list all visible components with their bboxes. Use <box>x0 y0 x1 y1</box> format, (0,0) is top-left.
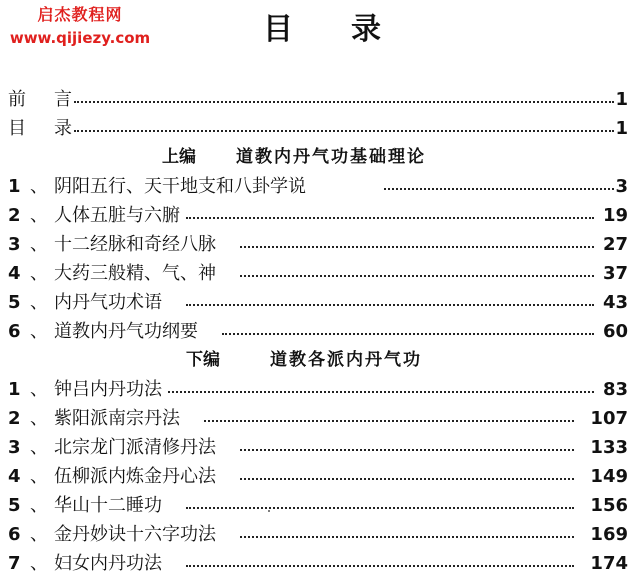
dot-leader <box>240 478 574 480</box>
section-volume-label: 上编 <box>162 147 196 167</box>
toc-entry-separator: 、 <box>30 321 48 342</box>
toc-entry-separator: 、 <box>30 466 48 487</box>
toc-entry[interactable] <box>0 375 644 404</box>
toc-entry-separator: 、 <box>30 205 48 226</box>
toc-entry-number: 1 <box>8 176 21 197</box>
toc-entry-title: 十二经脉和奇经八脉 <box>54 234 216 255</box>
toc-entry[interactable] <box>0 549 644 578</box>
toc-entry-title: 妇女内丹功法 <box>54 553 162 574</box>
section-heading-part2 <box>0 346 644 375</box>
toc-entry-page: 3 <box>615 176 628 197</box>
dot-leader <box>168 391 594 393</box>
toc-entry-page: 156 <box>590 495 628 516</box>
section-volume-label: 下编 <box>186 350 220 370</box>
toc-entry-page: 43 <box>602 292 628 313</box>
dot-leader <box>186 565 574 567</box>
toc-entry-title: 人体五脏与六腑 <box>54 205 180 226</box>
toc-entry-title: 阴阳五行、天干地支和八卦学说 <box>54 176 306 197</box>
section-volume-title: 道教各派内丹气功 <box>270 350 422 370</box>
toc-entry-page: 1 <box>615 89 628 110</box>
toc-entry-separator: 、 <box>30 437 48 458</box>
toc-entry-separator: 、 <box>30 263 48 284</box>
toc-entry-title: 道教内丹气功纲要 <box>54 321 198 342</box>
toc-entry[interactable] <box>0 433 644 462</box>
toc-entry-page: 83 <box>602 379 628 400</box>
toc-entry-number: 5 <box>8 495 21 516</box>
toc-entry[interactable] <box>0 172 644 201</box>
toc-entry-separator: 、 <box>30 408 48 429</box>
toc-entry-page: 37 <box>602 263 628 284</box>
toc-entry-title: 北宗龙门派清修丹法 <box>54 437 216 458</box>
toc-entry-number: 6 <box>8 524 21 545</box>
toc-entry-page: 133 <box>590 437 628 458</box>
toc-entry-title: 钟吕内丹功法 <box>54 379 162 400</box>
toc-entry-number: 5 <box>8 292 21 313</box>
section-volume-title: 道教内丹气功基础理论 <box>236 147 426 167</box>
toc-entry-separator: 、 <box>30 379 48 400</box>
dot-leader <box>240 246 594 248</box>
toc-entry-page: 1 <box>615 118 628 139</box>
scan-speck <box>268 510 270 512</box>
toc-entry-page: 169 <box>590 524 628 545</box>
toc-entry-page: 149 <box>590 466 628 487</box>
toc-entry[interactable] <box>0 288 644 317</box>
toc-entry-page: 60 <box>602 321 628 342</box>
table-of-contents <box>0 85 644 578</box>
toc-entry[interactable] <box>0 520 644 549</box>
toc-entry-page: 19 <box>602 205 628 226</box>
toc-entry-title: 华山十二睡功 <box>54 495 162 516</box>
dot-leader <box>74 130 614 132</box>
watermark-site-name: 启杰教程网 <box>37 5 123 24</box>
dot-leader <box>240 275 594 277</box>
toc-entry[interactable] <box>0 491 644 520</box>
dot-leader <box>384 188 614 190</box>
toc-entry-separator: 、 <box>30 495 48 516</box>
toc-entry[interactable] <box>0 230 644 259</box>
toc-entry-number: 3 <box>8 437 21 458</box>
toc-entry-contents[interactable] <box>0 114 644 143</box>
toc-entry[interactable] <box>0 462 644 491</box>
dot-leader <box>186 507 574 509</box>
dot-leader <box>240 449 574 451</box>
toc-entry-title: 内丹气功术语 <box>54 292 162 313</box>
toc-entry-number: 6 <box>8 321 21 342</box>
dot-leader <box>204 420 574 422</box>
toc-entry-title: 紫阳派南宗丹法 <box>54 408 180 429</box>
toc-entry-title: 伍柳派内炼金丹心法 <box>54 466 216 487</box>
toc-entry-title: 前言 <box>8 89 100 110</box>
toc-entry-separator: 、 <box>30 176 48 197</box>
dot-leader <box>222 333 594 335</box>
dot-leader <box>74 101 614 103</box>
toc-entry-title: 目录 <box>8 118 100 139</box>
dot-leader <box>186 304 594 306</box>
toc-entry-separator: 、 <box>30 234 48 255</box>
toc-entry-page: 27 <box>602 234 628 255</box>
toc-entry[interactable] <box>0 317 644 346</box>
toc-entry-page: 107 <box>590 408 628 429</box>
section-heading-part1 <box>0 143 644 172</box>
toc-entry-number: 7 <box>8 553 21 574</box>
toc-entry-title: 金丹妙诀十六字功法 <box>54 524 216 545</box>
dot-leader <box>186 217 594 219</box>
toc-entry-number: 4 <box>8 263 21 284</box>
dot-leader <box>240 536 574 538</box>
toc-entry-separator: 、 <box>30 553 48 574</box>
toc-entry-number: 4 <box>8 466 21 487</box>
toc-entry-page: 174 <box>590 553 628 574</box>
toc-entry-number: 2 <box>8 408 21 429</box>
toc-entry[interactable] <box>0 259 644 288</box>
toc-entry-title: 大药三般精、气、神 <box>54 263 216 284</box>
toc-entry-preface[interactable] <box>0 85 644 114</box>
toc-entry-number: 3 <box>8 234 21 255</box>
toc-entry[interactable] <box>0 201 644 230</box>
toc-entry-number: 2 <box>8 205 21 226</box>
toc-entry-number: 1 <box>8 379 21 400</box>
page-title: 目录 <box>263 12 439 47</box>
toc-entry[interactable] <box>0 404 644 433</box>
toc-entry-separator: 、 <box>30 524 48 545</box>
watermark-url: www.qijiezy.com <box>9 29 151 47</box>
toc-entry-separator: 、 <box>30 292 48 313</box>
